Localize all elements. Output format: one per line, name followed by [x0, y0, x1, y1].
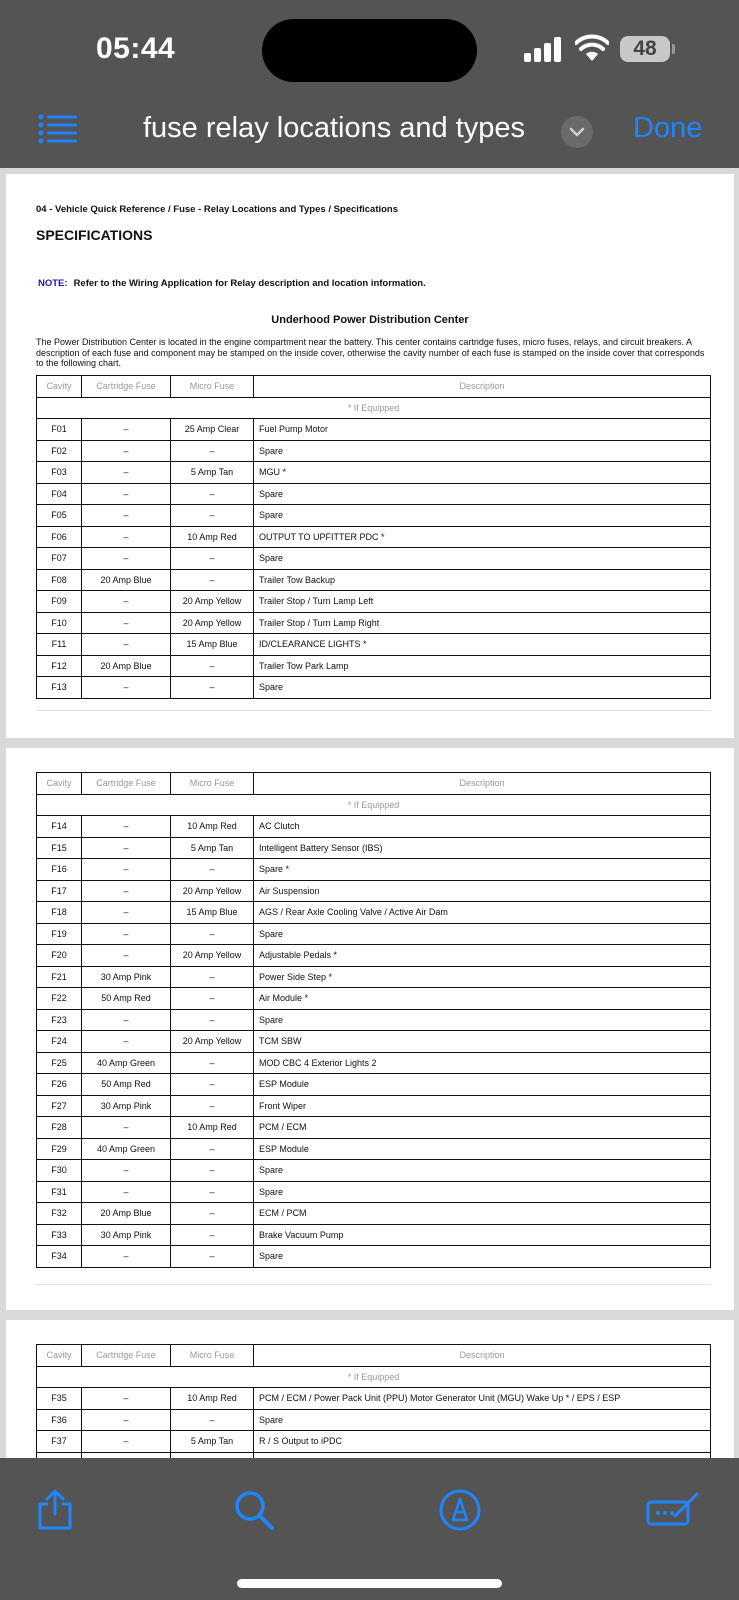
column-header: Description: [254, 1345, 711, 1367]
micro-fuse-cell: –: [171, 483, 254, 505]
table-row: [37, 569, 711, 591]
cavity-cell: F27: [37, 1095, 82, 1117]
description-cell: Adjustable Pedals *: [254, 945, 711, 967]
battery-tip: [672, 44, 675, 54]
note: [38, 278, 426, 289]
cavity-cell: F17: [37, 880, 82, 902]
table-row: [37, 526, 711, 548]
title-menu-button[interactable]: [561, 116, 593, 148]
column-header: Cartridge Fuse: [82, 376, 171, 398]
cavity-cell: F12: [37, 655, 82, 677]
bottom-toolbar: [0, 1458, 739, 1600]
table-row: [37, 1203, 711, 1225]
table-row: [37, 462, 711, 484]
column-header: Cartridge Fuse: [82, 1345, 171, 1367]
cartridge-fuse-cell: –: [82, 1388, 171, 1410]
fuse-table: [36, 1344, 711, 1458]
equipped-note: * If Equipped: [37, 794, 711, 816]
cartridge-fuse-cell: –: [82, 440, 171, 462]
table-row: [37, 1138, 711, 1160]
share-icon[interactable]: [33, 1488, 77, 1532]
cartridge-fuse-cell: –: [82, 1409, 171, 1431]
cartridge-fuse-cell: –: [82, 548, 171, 570]
cavity-cell: F28: [37, 1117, 82, 1139]
cartridge-fuse-cell: –: [82, 462, 171, 484]
cartridge-fuse-cell: –: [82, 612, 171, 634]
description-cell: Spare: [254, 505, 711, 527]
cartridge-fuse-cell: –: [82, 945, 171, 967]
table-row: [37, 591, 711, 613]
micro-fuse-cell: –: [171, 966, 254, 988]
cartridge-fuse-cell: –: [82, 677, 171, 699]
micro-fuse-cell: 20 Amp Yellow: [171, 945, 254, 967]
description-cell: Spare: [254, 1009, 711, 1031]
description-cell: Spare: [254, 548, 711, 570]
cavity-cell: F07: [37, 548, 82, 570]
list-icon[interactable]: [38, 114, 78, 144]
equipped-note: * If Equipped: [37, 1366, 711, 1388]
equipped-note: * If Equipped: [37, 397, 711, 419]
cartridge-fuse-cell: 30 Amp Pink: [82, 966, 171, 988]
cavity-cell: F22: [37, 988, 82, 1010]
page-divider: [36, 1284, 711, 1285]
cavity-cell: F20: [37, 945, 82, 967]
table-row: [37, 988, 711, 1010]
micro-fuse-cell: –: [171, 655, 254, 677]
micro-fuse-cell: –: [171, 677, 254, 699]
table-row: [37, 419, 711, 441]
fuse-table: [36, 772, 711, 1268]
cartridge-fuse-cell: 20 Amp Blue: [82, 569, 171, 591]
description-cell: TCM SBW: [254, 1031, 711, 1053]
micro-fuse-cell: –: [171, 1203, 254, 1225]
table-row: [37, 1074, 711, 1096]
micro-fuse-cell: –: [171, 988, 254, 1010]
cavity-cell: F19: [37, 923, 82, 945]
table-header-row: [37, 376, 711, 398]
description-cell: ESP Module: [254, 1138, 711, 1160]
cartridge-fuse-cell: –: [82, 634, 171, 656]
cavity-cell: F15: [37, 837, 82, 859]
cavity-cell: F14: [37, 816, 82, 838]
cavity-cell: F02: [37, 440, 82, 462]
cavity-cell: F05: [37, 505, 82, 527]
cartridge-fuse-cell: 20 Amp Blue: [82, 1203, 171, 1225]
micro-fuse-cell: 20 Amp Yellow: [171, 591, 254, 613]
markup-icon[interactable]: [438, 1488, 482, 1532]
cavity-cell: F23: [37, 1009, 82, 1031]
description-cell: PCM / ECM / Power Pack Unit (PPU) Motor Generator Unit (MGU) Wake Up * / EPS / ESP: [254, 1388, 711, 1410]
column-header: Cartridge Fuse: [82, 773, 171, 795]
table-row: [37, 816, 711, 838]
note-label: NOTE:: [38, 278, 68, 289]
table-row: [37, 634, 711, 656]
cavity-cell: F01: [37, 419, 82, 441]
description-cell: ECM / PCM: [254, 1203, 711, 1225]
description-cell: Brake Vacuum Pump: [254, 1224, 711, 1246]
chevron-down-icon: [561, 116, 593, 148]
micro-fuse-cell: –: [171, 1074, 254, 1096]
table-row: [37, 1409, 711, 1431]
micro-fuse-cell: 20 Amp Yellow: [171, 1031, 254, 1053]
table-row: [37, 923, 711, 945]
description-cell: MOD CBC 4 Exterior Lights 2: [254, 1052, 711, 1074]
cavity-cell: F21: [37, 966, 82, 988]
description-cell: Spare: [254, 1160, 711, 1182]
note-text: Refer to the Wiring Application for Relay description and location information.: [73, 278, 426, 289]
cartridge-fuse-cell: 20 Amp Blue: [82, 655, 171, 677]
table-row: [37, 966, 711, 988]
column-header: Description: [254, 773, 711, 795]
table-row: [37, 1095, 711, 1117]
cavity-cell: F29: [37, 1138, 82, 1160]
form-fill-icon[interactable]: [645, 1488, 701, 1532]
top-bar: [0, 0, 739, 168]
table-row: [37, 945, 711, 967]
cavity-cell: F34: [37, 1246, 82, 1268]
cavity-cell: F08: [37, 569, 82, 591]
micro-fuse-cell: 10 Amp Red: [171, 526, 254, 548]
description-cell: Trailer Tow Park Lamp: [254, 655, 711, 677]
cartridge-fuse-cell: –: [82, 816, 171, 838]
micro-fuse-cell: –: [171, 569, 254, 591]
cartridge-fuse-cell: –: [82, 1181, 171, 1203]
cavity-cell: F37: [37, 1431, 82, 1453]
micro-fuse-cell: 20 Amp Yellow: [171, 612, 254, 634]
description-cell: OUTPUT TO UPFITTER PDC *: [254, 526, 711, 548]
cavity-cell: F09: [37, 591, 82, 613]
cavity-cell: F03: [37, 462, 82, 484]
page-heading: SPECIFICATIONS: [36, 227, 153, 243]
micro-fuse-cell: 10 Amp Red: [171, 1117, 254, 1139]
cavity-cell: F04: [37, 483, 82, 505]
cellular-signal-icon: [524, 36, 562, 62]
micro-fuse-cell: –: [171, 923, 254, 945]
micro-fuse-cell: –: [171, 1052, 254, 1074]
cavity-cell: F24: [37, 1031, 82, 1053]
cartridge-fuse-cell: –: [82, 526, 171, 548]
cartridge-fuse-cell: –: [82, 859, 171, 881]
column-header: Micro Fuse: [171, 376, 254, 398]
equipped-note-row: [37, 794, 711, 816]
description-cell: Front Wiper: [254, 1095, 711, 1117]
micro-fuse-cell: –: [171, 1224, 254, 1246]
micro-fuse-cell: 10 Amp Red: [171, 816, 254, 838]
micro-fuse-cell: –: [171, 440, 254, 462]
description-cell: Spare: [254, 440, 711, 462]
cartridge-fuse-cell: 30 Amp Pink: [82, 1224, 171, 1246]
cartridge-fuse-cell: 40 Amp Green: [82, 1138, 171, 1160]
cavity-cell: F26: [37, 1074, 82, 1096]
pdf-page-2: [6, 748, 734, 1310]
cartridge-fuse-cell: –: [82, 1431, 171, 1453]
description-cell: Trailer Stop / Turn Lamp Left: [254, 591, 711, 613]
breadcrumb: 04 - Vehicle Quick Reference / Fuse - Relay Locations and Types / Specifications: [36, 204, 399, 215]
cavity-cell: F06: [37, 526, 82, 548]
cartridge-fuse-cell: –: [82, 880, 171, 902]
cartridge-fuse-cell: –: [82, 419, 171, 441]
description-cell: MGU *: [254, 462, 711, 484]
done-button[interactable]: Done: [633, 112, 703, 144]
table-row: [37, 1181, 711, 1203]
equipped-note-row: [37, 397, 711, 419]
status-time: 05:44: [96, 32, 176, 65]
table-row: [37, 902, 711, 924]
cavity-cell: F35: [37, 1388, 82, 1410]
micro-fuse-cell: –: [171, 1160, 254, 1182]
wifi-icon: [575, 34, 609, 62]
cartridge-fuse-cell: –: [82, 591, 171, 613]
description-cell: Spare: [254, 923, 711, 945]
description-cell: Trailer Stop / Turn Lamp Right: [254, 612, 711, 634]
table-row: [37, 1052, 711, 1074]
description-cell: Intelligent Battery Sensor (IBS): [254, 837, 711, 859]
column-header: Cavity: [37, 773, 82, 795]
micro-fuse-cell: 10 Amp Red: [171, 1388, 254, 1410]
description-cell: Spare *: [254, 859, 711, 881]
description-cell: AGS / Rear Axle Cooling Valve / Active Air Dam: [254, 902, 711, 924]
cavity-cell: F33: [37, 1224, 82, 1246]
cavity-cell: F32: [37, 1203, 82, 1225]
search-icon[interactable]: [232, 1488, 276, 1532]
table-row: [37, 1224, 711, 1246]
micro-fuse-cell: –: [171, 859, 254, 881]
cartridge-fuse-cell: –: [82, 902, 171, 924]
cartridge-fuse-cell: –: [82, 1009, 171, 1031]
micro-fuse-cell: –: [171, 1009, 254, 1031]
column-header: Micro Fuse: [171, 1345, 254, 1367]
micro-fuse-cell: 25 Amp Clear: [171, 419, 254, 441]
table-row: [37, 1009, 711, 1031]
description-cell: Trailer Tow Backup: [254, 569, 711, 591]
pdf-page-3: [6, 1320, 734, 1458]
micro-fuse-cell: –: [171, 548, 254, 570]
table-row: [37, 505, 711, 527]
description-paragraph: The Power Distribution Center is located in the engine compartment near the battery. This center contains cartridge fuses, micro fuses, relays, and circuit breakers. A description of each fuse and component may be stamped on the inside cover, otherwise the cavity number of each fuse is stamped on the inside cover that corresponds to the following chart.: [36, 337, 705, 368]
table-row: [37, 1431, 711, 1453]
column-header: Cavity: [37, 376, 82, 398]
micro-fuse-cell: –: [171, 1095, 254, 1117]
cartridge-fuse-cell: –: [82, 923, 171, 945]
description-cell: Air Module *: [254, 988, 711, 1010]
table-row: [37, 677, 711, 699]
pdf-page-1: [6, 174, 734, 738]
micro-fuse-cell: –: [171, 505, 254, 527]
table-row: [37, 859, 711, 881]
description-cell: R / S Output to iPDC: [254, 1431, 711, 1453]
column-header: Cavity: [37, 1345, 82, 1367]
cartridge-fuse-cell: 50 Amp Red: [82, 1074, 171, 1096]
cartridge-fuse-cell: 40 Amp Green: [82, 1052, 171, 1074]
section-title: Underhood Power Distribution Center: [271, 314, 469, 326]
micro-fuse-cell: –: [171, 1246, 254, 1268]
table-row: [37, 1388, 711, 1410]
description-cell: PCM / ECM: [254, 1117, 711, 1139]
description-cell: AC Clutch: [254, 816, 711, 838]
table-row: [37, 1246, 711, 1268]
description-cell: Spare: [254, 1181, 711, 1203]
micro-fuse-cell: 5 Amp Tan: [171, 837, 254, 859]
table-row: [37, 837, 711, 859]
table-header-row: [37, 1345, 711, 1367]
description-cell: Spare: [254, 483, 711, 505]
battery-icon: 48: [620, 36, 670, 62]
table-row: [37, 483, 711, 505]
page-divider: [36, 710, 711, 711]
home-indicator[interactable]: [237, 1579, 502, 1588]
cavity-cell: F18: [37, 902, 82, 924]
cartridge-fuse-cell: –: [82, 505, 171, 527]
table-row: [37, 1117, 711, 1139]
table-row: [37, 548, 711, 570]
dynamic-island: [262, 19, 477, 82]
micro-fuse-cell: –: [171, 1138, 254, 1160]
cavity-cell: F16: [37, 859, 82, 881]
cavity-cell: F36: [37, 1409, 82, 1431]
description-cell: Air Suspension: [254, 880, 711, 902]
cavity-cell: F30: [37, 1160, 82, 1182]
cavity-cell: F25: [37, 1052, 82, 1074]
cartridge-fuse-cell: 30 Amp Pink: [82, 1095, 171, 1117]
micro-fuse-cell: –: [171, 1181, 254, 1203]
cartridge-fuse-cell: –: [82, 1031, 171, 1053]
description-cell: Spare: [254, 677, 711, 699]
micro-fuse-cell: –: [171, 1409, 254, 1431]
table-row: [37, 655, 711, 677]
cartridge-fuse-cell: –: [82, 1160, 171, 1182]
description-cell: ESP Module: [254, 1074, 711, 1096]
cavity-cell: F10: [37, 612, 82, 634]
table-row: [37, 880, 711, 902]
cartridge-fuse-cell: –: [82, 837, 171, 859]
micro-fuse-cell: 20 Amp Yellow: [171, 880, 254, 902]
table-row: [37, 1160, 711, 1182]
cavity-cell: F13: [37, 677, 82, 699]
cavity-cell: F31: [37, 1181, 82, 1203]
table-row: [37, 612, 711, 634]
description-cell: Spare: [254, 1409, 711, 1431]
column-header: Micro Fuse: [171, 773, 254, 795]
table-row: [37, 1031, 711, 1053]
cartridge-fuse-cell: 50 Amp Red: [82, 988, 171, 1010]
cartridge-fuse-cell: –: [82, 1117, 171, 1139]
fuse-table: [36, 375, 711, 699]
cartridge-fuse-cell: –: [82, 483, 171, 505]
description-cell: Fuel Pump Motor: [254, 419, 711, 441]
micro-fuse-cell: 5 Amp Tan: [171, 462, 254, 484]
table-header-row: [37, 773, 711, 795]
cartridge-fuse-cell: –: [82, 1246, 171, 1268]
column-header: Description: [254, 376, 711, 398]
description-cell: Power Side Step *: [254, 966, 711, 988]
description-cell: ID/CLEARANCE LIGHTS *: [254, 634, 711, 656]
document-title[interactable]: fuse relay locations and types: [143, 112, 526, 144]
equipped-note-row: [37, 1366, 711, 1388]
micro-fuse-cell: 15 Amp Blue: [171, 634, 254, 656]
micro-fuse-cell: 5 Amp Tan: [171, 1431, 254, 1453]
micro-fuse-cell: 15 Amp Blue: [171, 902, 254, 924]
description-cell: Spare: [254, 1246, 711, 1268]
cavity-cell: F11: [37, 634, 82, 656]
table-row: [37, 440, 711, 462]
